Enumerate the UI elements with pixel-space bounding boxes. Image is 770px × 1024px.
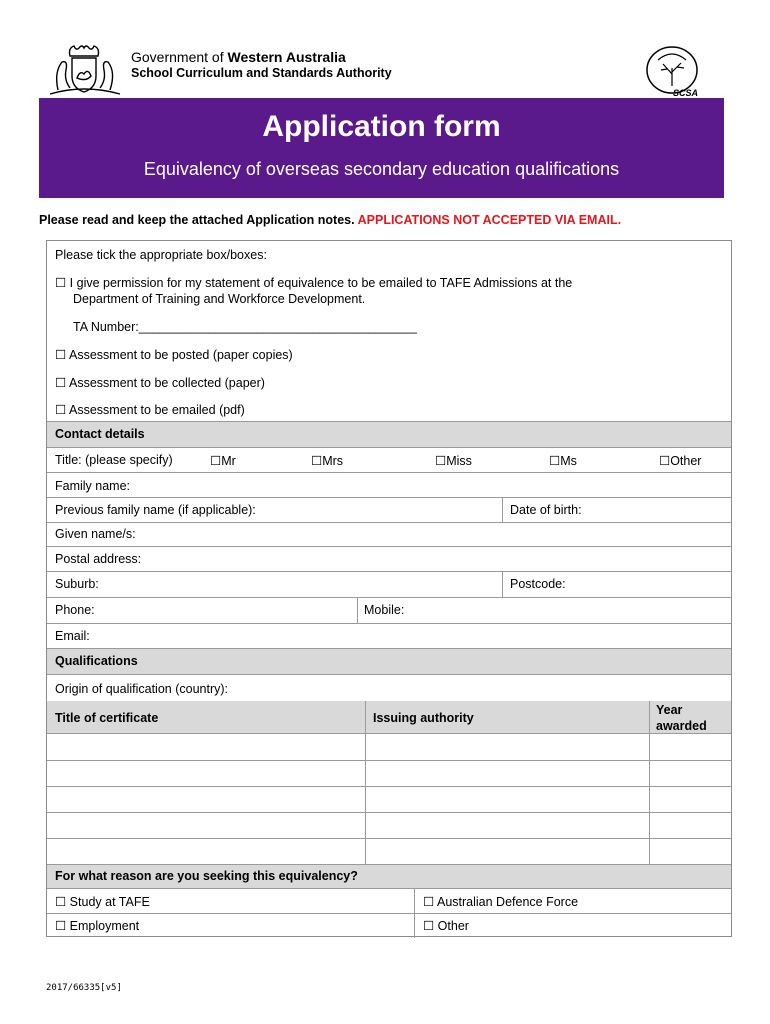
title-ms-checkbox[interactable]: ☐Ms [549, 454, 577, 468]
ta-number-field[interactable]: TA Number:________________________________________ [73, 320, 417, 334]
authority-name: School Curriculum and Standards Authority [131, 66, 392, 80]
email-field[interactable]: Email: [55, 629, 90, 643]
table-row-4[interactable] [47, 813, 365, 838]
collected-checkbox[interactable]: ☐ Assessment to be collected (paper) [55, 376, 265, 390]
qualifications-heading: Qualifications [55, 654, 138, 668]
table-row-5[interactable] [47, 839, 365, 864]
notice-line [39, 213, 621, 227]
email-tafe-checkbox[interactable]: ☐ I give permission for my statement of equivalence to be emailed to TAFE Admissions at the [55, 276, 573, 290]
page-title: Application form [262, 110, 501, 143]
title-banner [39, 98, 724, 198]
page-subtitle: Equivalency of overseas secondary education qualifications [143, 159, 620, 179]
wa-crest-icon [46, 42, 124, 98]
title-miss-checkbox[interactable]: ☐Miss [435, 454, 472, 468]
title-mr-checkbox[interactable]: ☐Mr [210, 454, 236, 468]
notice-text: Please read and keep the attached Application notes. [39, 213, 355, 227]
date-of-birth-field[interactable]: Date of birth: [510, 503, 582, 517]
contact-heading: Contact details [55, 427, 145, 441]
suburb-field[interactable]: Suburb: [55, 577, 99, 591]
scsa-logo-icon [641, 44, 707, 100]
postcode-field[interactable]: Postcode: [510, 577, 566, 591]
employment-checkbox[interactable]: ☐ Employment [55, 919, 140, 933]
scsa-logo-text: SCSA [673, 88, 699, 98]
origin-country-field[interactable]: Origin of qualification (country): [55, 682, 228, 696]
col-year-awarded-2: awarded [656, 719, 707, 733]
col-year-awarded-1: Year [656, 703, 683, 717]
emailed-checkbox[interactable]: ☐ Assessment to be emailed (pdf) [55, 403, 245, 417]
previous-family-name-field[interactable]: Previous family name (if applicable): [55, 503, 256, 517]
family-name-field[interactable]: Family name: [55, 479, 131, 493]
tick-instruction: Please tick the appropriate box/boxes: [55, 248, 267, 262]
defence-force-checkbox[interactable]: ☐ Australian Defence Force [423, 895, 579, 909]
email-tafe-text: Department of Training and Workforce Development. [73, 292, 366, 306]
other-reason-checkbox[interactable]: ☐ Other [423, 919, 469, 933]
table-row-1[interactable] [47, 734, 365, 760]
col-issuing-authority: Issuing authority [373, 711, 474, 725]
contact-heading-bar [47, 421, 731, 447]
phone-field[interactable]: Phone: [55, 603, 95, 617]
given-names-field[interactable]: Given name/s: [55, 527, 136, 541]
application-form [46, 240, 732, 937]
title-mrs-checkbox[interactable]: ☐Mrs [311, 454, 344, 468]
title-label: Title: (please specify) [55, 453, 173, 467]
table-row-2[interactable] [47, 761, 365, 786]
government-name: Government of Western Australia [131, 49, 346, 65]
document-reference: 2017/66335[v5] [46, 983, 122, 993]
table-row-3[interactable] [47, 787, 365, 812]
col-title-of-certificate: Title of certificate [55, 711, 159, 725]
mobile-field[interactable]: Mobile: [364, 603, 405, 617]
postal-address-field[interactable]: Postal address: [55, 552, 142, 566]
title-other-checkbox[interactable]: ☐Other [659, 454, 702, 468]
qualifications-heading-bar [47, 648, 731, 674]
posted-checkbox[interactable]: ☐ Assessment to be posted (paper copies) [55, 348, 293, 362]
study-tafe-checkbox[interactable]: ☐ Study at TAFE [55, 895, 150, 909]
reason-heading: For what reason are you seeking this equivalency? [55, 869, 358, 883]
notice-warning: APPLICATIONS NOT ACCEPTED VIA EMAIL. [357, 213, 622, 227]
